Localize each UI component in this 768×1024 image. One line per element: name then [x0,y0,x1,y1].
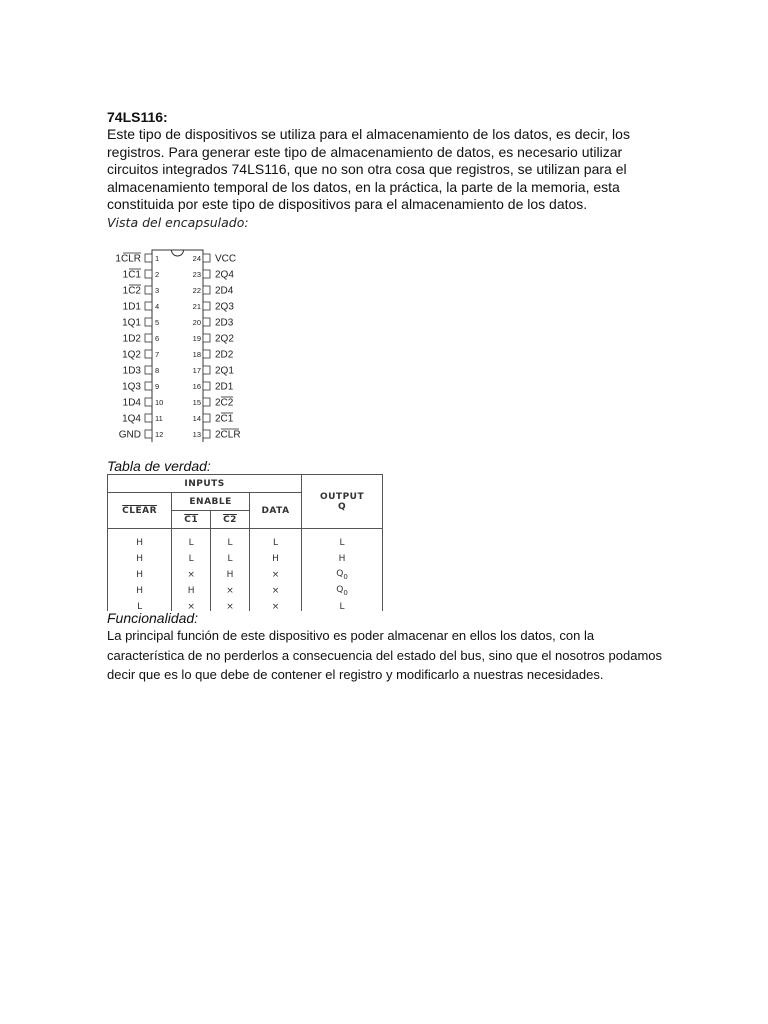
cell-data: H [249,551,301,567]
pin-box [145,382,152,390]
pin-box [203,430,210,438]
pin-label: 2Q3 [215,301,234,313]
pin-label: 1Q3 [122,381,141,393]
cell-q: $Q_0$ [302,567,383,583]
pin-box [203,414,210,422]
pin-box [145,270,152,278]
pin-number: 18 [192,350,201,359]
pin-label: 2Q1 [215,365,234,377]
cell-data: × [249,583,301,599]
pin-label: 2D2 [215,349,234,361]
c1-header: C1 [172,511,211,529]
pin-number: 9 [155,382,160,391]
pin-number: 19 [192,334,201,343]
pin-label: 1D3 [122,365,141,377]
pin-number: 3 [155,286,160,295]
pin-number: 7 [155,350,160,359]
cell-c2: × [211,583,250,599]
pin-number: 16 [192,382,201,391]
pin-box [203,286,210,294]
cell-q: H [302,551,383,567]
pin-label: 2Q2 [215,333,234,345]
func-title: Funcionalidad: [107,610,199,626]
pin-number: 1 [155,254,160,263]
pin-label: 1D4 [122,397,141,409]
table-row [108,583,383,599]
q-label: Q [337,501,347,512]
cell-c1: × [172,599,211,611]
pin-box [203,350,210,358]
c2-header: C2 [211,511,250,529]
pin-box [145,286,152,294]
pin-box [145,254,152,262]
pin-label: 1C1 [122,269,141,281]
cell-clear: H [108,583,172,599]
cell-q: L [302,529,383,552]
table-row [108,551,383,567]
pin-box [145,302,152,310]
cell-c2: L [211,529,250,552]
package-caption: Vista del encapsulado: [107,214,249,230]
pin-label: VCC [215,253,237,265]
pin-box [203,334,210,342]
pin-number: 21 [192,302,201,311]
cell-c1: L [172,551,211,567]
pin-label: GND [118,429,141,441]
cell-clear: H [108,551,172,567]
pin-number: 15 [192,398,201,407]
pin-label: 1CLR [115,253,141,265]
cell-c1: × [172,567,211,583]
pin-label: 2D1 [215,381,234,393]
cell-data: L [249,529,301,552]
pin-label: 2C1 [215,413,234,425]
pin-number: 23 [192,270,201,279]
pin-box [203,254,210,262]
table-row [108,567,383,583]
pin-number: 8 [155,366,160,375]
pin-label: 1C2 [122,285,141,297]
intro-paragraph: Este tipo de dispositivos se utiliza para el almacenamiento de los datos, es decir, los registros. Para generar este tipo de almacenamiento de datos, es necesario utilizar circuitos integrados 74LS116, que no son otra cosa que registros, se utilizan para el almacenamiento temporal de los datos, en la práctica, la parte de la memoria, esta constituida por este tipo de dispositivos para el almacenamiento de los datos. [107,126,630,212]
pin-box [145,366,152,374]
pinout-svg [107,247,257,442]
ic-notch [172,250,184,256]
enable-header: ENABLE [172,493,250,511]
truth-table-wrap [107,474,383,611]
cell-clear: L [108,599,172,611]
pin-label: 1D2 [122,333,141,345]
pin-box [203,398,210,406]
cell-clear: H [108,529,172,552]
clear-header: CLEAR [108,493,172,529]
pin-number: 14 [192,414,201,423]
functionality-section [107,610,667,685]
pin-number: 17 [192,366,201,375]
truth-table-body [108,529,383,612]
intro-section [107,109,667,231]
pin-box [145,318,152,326]
pin-box [145,398,152,406]
pin-label: 1Q4 [122,413,141,425]
pin-box [145,350,152,358]
pin-number: 4 [155,302,160,311]
pin-box [203,382,210,390]
output-header [302,475,383,529]
cell-c2: × [211,599,250,611]
pin-number: 10 [155,398,164,407]
pin-number: 5 [155,318,160,327]
pin-number: 22 [192,286,201,295]
pin-label: 2CLR [215,429,241,441]
truth-table [107,474,383,611]
pinout-diagram [107,247,257,442]
device-heading: 74LS116: [107,109,168,125]
table-row [108,529,383,552]
pin-label: 2Q4 [215,269,234,281]
data-header: DATA [249,493,301,529]
cell-c1: L [172,529,211,552]
pin-label: 2D4 [215,285,234,297]
pin-box [145,334,152,342]
cell-c2: L [211,551,250,567]
pin-label: 1D1 [122,301,141,313]
output-label: OUTPUT [319,491,365,502]
pin-label: 2D3 [215,317,234,329]
pin-box [203,318,210,326]
pin-number: 6 [155,334,160,343]
pin-number: 2 [155,270,160,279]
cell-q: L [302,599,383,611]
cell-c2: H [211,567,250,583]
pin-number: 13 [192,430,201,439]
pin-number: 24 [192,254,201,263]
func-paragraph: La principal función de este dispositivo es poder almacenar en ellos los datos, con la característica de no perderlos a consecuencia del estado del bus, sino que el nosotros podamos decir que es lo que debe de contener el registro y modificarlo a nuestras necesidades. [107,628,663,682]
pin-label: 1Q1 [122,317,141,329]
pin-box [203,302,210,310]
cell-data: × [249,567,301,583]
pin-label: 2C2 [215,397,234,409]
inputs-header: INPUTS [108,475,302,493]
pin-box [203,270,210,278]
truth-caption-wrap [107,458,211,474]
pin-box [203,366,210,374]
cell-clear: H [108,567,172,583]
truth-caption: Tabla de verdad: [107,458,211,474]
cell-data: × [249,599,301,611]
pin-number: 20 [192,318,201,327]
cell-q: $Q_0$ [302,583,383,599]
pin-box [145,414,152,422]
pin-label: 1Q2 [122,349,141,361]
cell-c1: H [172,583,211,599]
pin-number: 12 [155,430,164,439]
pin-box [145,430,152,438]
pin-number: 11 [155,414,163,423]
